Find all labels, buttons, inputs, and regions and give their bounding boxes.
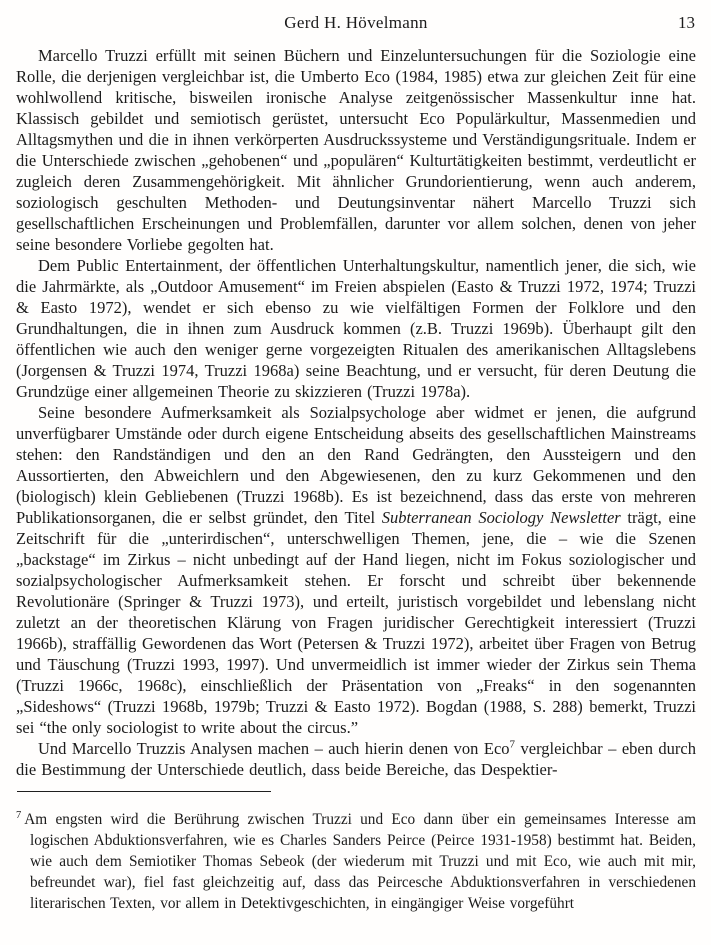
paragraph-intro-truzzi-eco: Marcello Truzzi erfüllt mit seinen Büchern und Einzeluntersuchungen für die Soziologie eine Rolle, die derjenigen vergleichbar ist, die Umberto Eco (1984, 1985) etwa zur gleichen Zeit für eine wohlwollend kritische, bisweilen ironische Analyse zeitgenössischer Massenkultur inne hat. Klassisch gebildet und semiotisch gerüstet, untersucht Eco Populärkultur, Massenmedien und Alltagsmythen und die in ihnen verkörperten Ausdruckssysteme und Verständigungsrituale. Indem er die Unterschiede zwischen „gehobenen“ und „populären“ Kulturtätigkeiten bestimmt, verdeutlicht er zugleich deren Zusammengehörigkeit. Mit ähnlicher Grundorientierung, wenn auch anderem, soziologisch geschulten Methoden- und Deutungsinventar nähert Marcello Truzzi sich gesellschaftlichen Erscheinungen und Problemfällen, darunter vor allem solchen, denen von jeher seine besondere Vorliebe gegolten hat. [16, 46, 696, 254]
page-number: 13 [678, 13, 695, 32]
journal-title-italic: Subterranean Sociology Newsletter [381, 508, 621, 527]
paragraph-analysen-vergleich [16, 738, 696, 780]
paragraph-3-text-after-italic: trägt, eine Zeitschrift für die „unterirdischen“, unterschwelligen Themen, jene, die – wie die Szenen „backstage“ im Zirkus – nicht unbedingt auf der Hand liegen, nicht im Fokus soziologischer und sozialpsychologischer Aufmerksamkeit stehen. Er forscht und schreibt über bekennende Revolutionäre (Springer & Truzzi 1973), und erteilt, juristisch vorgebildet und lebenslang nicht zuletzt an der theoretischen Klärung von Fragen juridischer Gerechtigkeit interessiert (Truzzi 1966b), straffällig Gewordenen das Wort (Petersen & Truzzi 1972), arbeitet über Fragen von Betrug und Täuschung (Truzzi 1993, 1997). Und unvermeidlich ist immer wieder der Zirkus sein Thema (Truzzi 1966c, 1968c), einschließlich der Präsentation von „Freaks“ in den sogenannten „Sideshows“ (Truzzi 1968b, 1979b; Truzzi & Easto 1972). Bogdan (1988, S. 288) bemerkt, Truzzi sei “the only sociologist to write about the circus.” [16, 508, 697, 737]
paragraph-sozialpsychologe [16, 402, 696, 738]
paragraph-public-entertainment: Dem Public Entertainment, der öffentlichen Unterhaltungskultur, namentlich jener, die sich, wie die Jahrmärkte, als „Outdoor Amusement“ im Freien abspielen (Easto & Truzzi 1972, 1974; Truzzi & Easto 1972), wendet er sich ebenso zu wie vielfältigen Formen der Folklore und den Grundhaltungen, die in ihnen zum Ausdruck kommen (z.B. Truzzi 1969b). Überhaupt gilt den öffentlichen wie auch den weniger gerne vorgezeigten Ritualen des amerikanischen Alltagslebens (Jorgensen & Truzzi 1974, Truzzi 1968a) seine Beachtung, und er versucht, für deren Deutung die Grundzüge einer allgemeinen Theorie zu skizzieren (Truzzi 1978a). [16, 256, 696, 401]
footnote-7 [16, 809, 696, 914]
footnote-separator-rule [17, 791, 271, 792]
footnote-marker-7: 7 [16, 809, 22, 821]
paragraph-3-text-before-italic: Seine besondere Aufmerksamkeit als Sozialpsychologe aber widmet er jenen, die aufgrund unverfügbarer Umstände oder durch eigene Entscheidung abseits des gesellschaftlichen Mainstreams stehen: den Randständigen und den an den Rand Gedrängten, den Aussteigern und den Aussortierten, den Abweichlern und den Abgewiesenen, den zu kurz Gekommenen und den (biologisch) klein Gebliebenen (Truzzi 1968b). Es ist bezeichnend, dass das erste von mehreren Publikationsorganen, die er selbst gründet, den Titel [16, 403, 696, 527]
paragraph-4-text-before-ref: Und Marcello Truzzis Analysen machen – auch hierin denen von Eco [38, 739, 510, 758]
footnote-reference-7: 7 [509, 738, 516, 751]
running-title: Gerd H. Hövelmann [284, 13, 428, 32]
footnote-text: Am engsten wird die Berührung zwischen Truzzi und Eco dann über ein gemeinsames Interesse am logischen Abduktionsverfahren, wie es Charles Sanders Peirce (Peirce 1931-1958) bestimmt hat. Beiden, wie auch dem Semiotiker Thomas Sebeok (der wiederum mit Truzzi und mit Eco, wie auch mit mir, befreundet war), fiel fast gleichzeitig auf, dass das Peircesche Abduktionsverfahren in verschiedenen literarischen Texten, vor allem in Detektivgeschichten, in eingängiger Weise vorgeführt [24, 811, 696, 912]
page-body [16, 45, 696, 780]
paragraph-4-text-after-ref: vergleichbar – eben durch die Bestimmung der Unterschiede deutlich, dass beide Bereiche, das Despektier- [16, 739, 696, 779]
page-header [16, 13, 696, 34]
